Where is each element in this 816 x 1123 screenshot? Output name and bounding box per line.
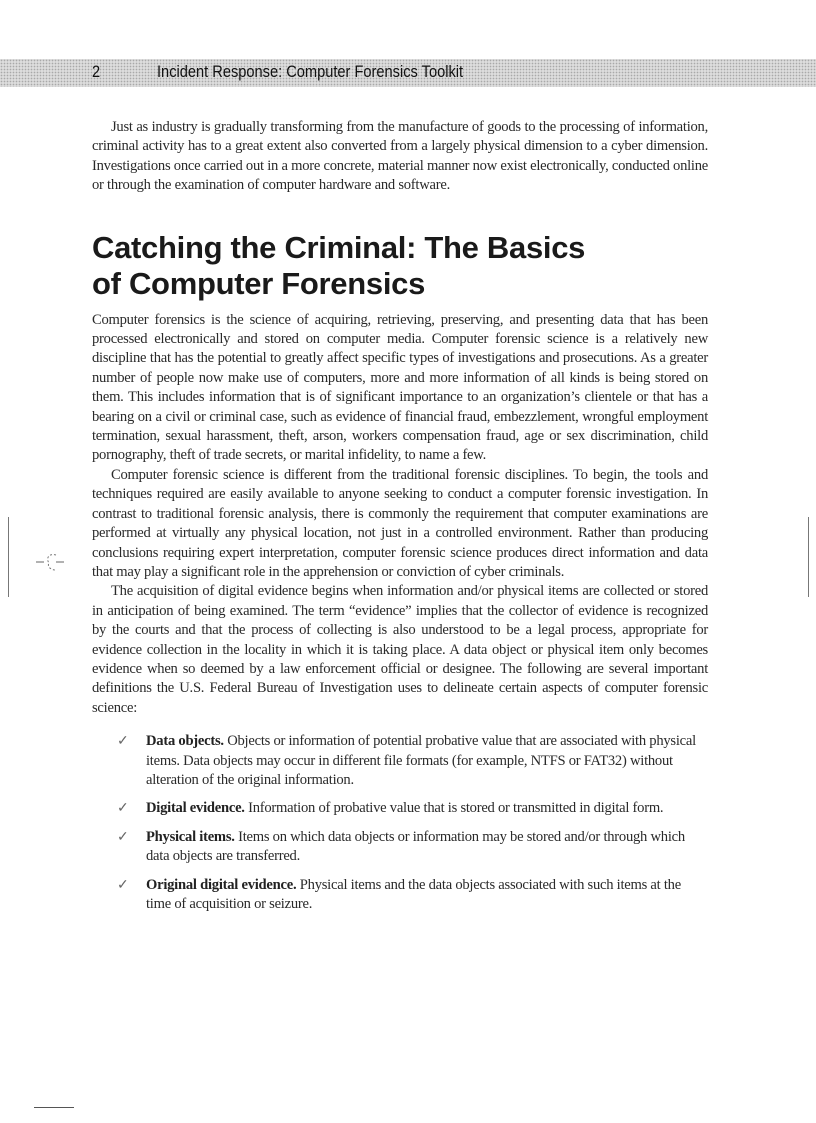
section-heading-line-1: Catching the Criminal: The Basics: [92, 229, 586, 265]
section-heading: [92, 230, 708, 302]
definition-item-data-objects: [92, 732, 708, 790]
checkmark-icon: ✓: [117, 829, 129, 845]
checkmark-icon: ✓: [117, 734, 129, 750]
body-paragraph-2: Computer forensic science is different from the traditional forensic disciplines. To begin, the tools and techniques required are easily available to anyone seeking to conduct a computer forensic investigation. In contrast to traditional forensic analysis, there is commonly the requirement that computer examinations are performed at virtually any physical location, not just in a controlled environment. Rather than producing conclusions requiring expert interpretation, computer forensic science produces direct information and data that may play a significant role in the apprehension or conviction of cyber criminals.: [92, 466, 708, 580]
definition-text: Information of probative value that is stored or transmitted in digital form.: [248, 800, 664, 817]
checkmark-icon: ✓: [117, 801, 129, 817]
definition-item-physical-items: [92, 828, 708, 867]
definition-item-digital-evidence: [92, 799, 708, 818]
page-number: 2: [92, 62, 101, 81]
body-paragraph-1: Computer forensics is the science of acquiring, retrieving, preserving, and presenting data that has been processed electronically and stored on computer media. Computer forensic science is a relatively new discipline that has the potential to greatly affect specific types of investigations and prosecutions. As a greater number of people now make use of computers, more and more information of all kinds is being stored on them. This includes information that is of significant importance to an organization’s clientele or that has a bearing on a civil or criminal case, such as evidence of financial fraud, embezzlement, wrongful employment termination, sexual harassment, theft, arson, workers compensation fraud, age or sex discrimination, child pornography, theft of trade secrets, or marital infidelity, to name a few.: [92, 311, 708, 464]
right-margin-rule: [808, 517, 809, 597]
definition-item-original-digital-evidence: [92, 876, 708, 915]
left-margin-rule: [8, 517, 9, 597]
intro-paragraph: Just as industry is gradually transforming from the manufacture of goods to the processing of information, criminal activity has to a great extent also converted from a largely physical dimension to a cyber dimension. Investigations once carried out in a more concrete, material manner now exist electronically, conducted online or through the examination of computer hardware and software.: [92, 119, 708, 194]
definition-text: Objects or information of potential probative value that are associated with physical items. Data objects may occur in different file formats (for example, NTFS or FAT32) without alteration of the original information.: [146, 733, 696, 788]
definition-text: Physical items and the data objects associated with such items at the time of acquisition or seizure.: [146, 876, 681, 912]
running-head-title: Incident Response: Computer Forensics Toolkit: [157, 62, 464, 81]
page-body: [92, 118, 708, 923]
definition-term: Digital evidence.: [146, 800, 245, 817]
definition-term: Physical items.: [146, 828, 235, 845]
section-heading-line-2: of Computer Forensics: [92, 265, 426, 301]
crop-mark: [34, 1107, 74, 1108]
checkmark-icon: ✓: [117, 877, 129, 893]
definition-term: Original digital evidence.: [146, 876, 297, 893]
definition-list: [92, 732, 708, 914]
definition-term: Data objects.: [146, 733, 224, 750]
definition-text: Items on which data objects or information may be stored and/or through which data objects are transferred.: [146, 828, 685, 865]
registration-mark-icon: [34, 550, 66, 574]
body-paragraph-3: The acquisition of digital evidence begins when information and/or physical items are collected or stored in anticipation of being examined. The term “evidence” implies that the collector of evidence is recognized by the courts and that the process of collecting is also understood to be a legal process, appropriate for evidence collection in the locality in which it is taking place. A data object or physical item only becomes evidence when so deemed by a law enforcement official or designee. The following are several important definitions the U.S. Federal Bureau of Investigation uses to delineate certain aspects of computer forensic science:: [92, 583, 708, 716]
